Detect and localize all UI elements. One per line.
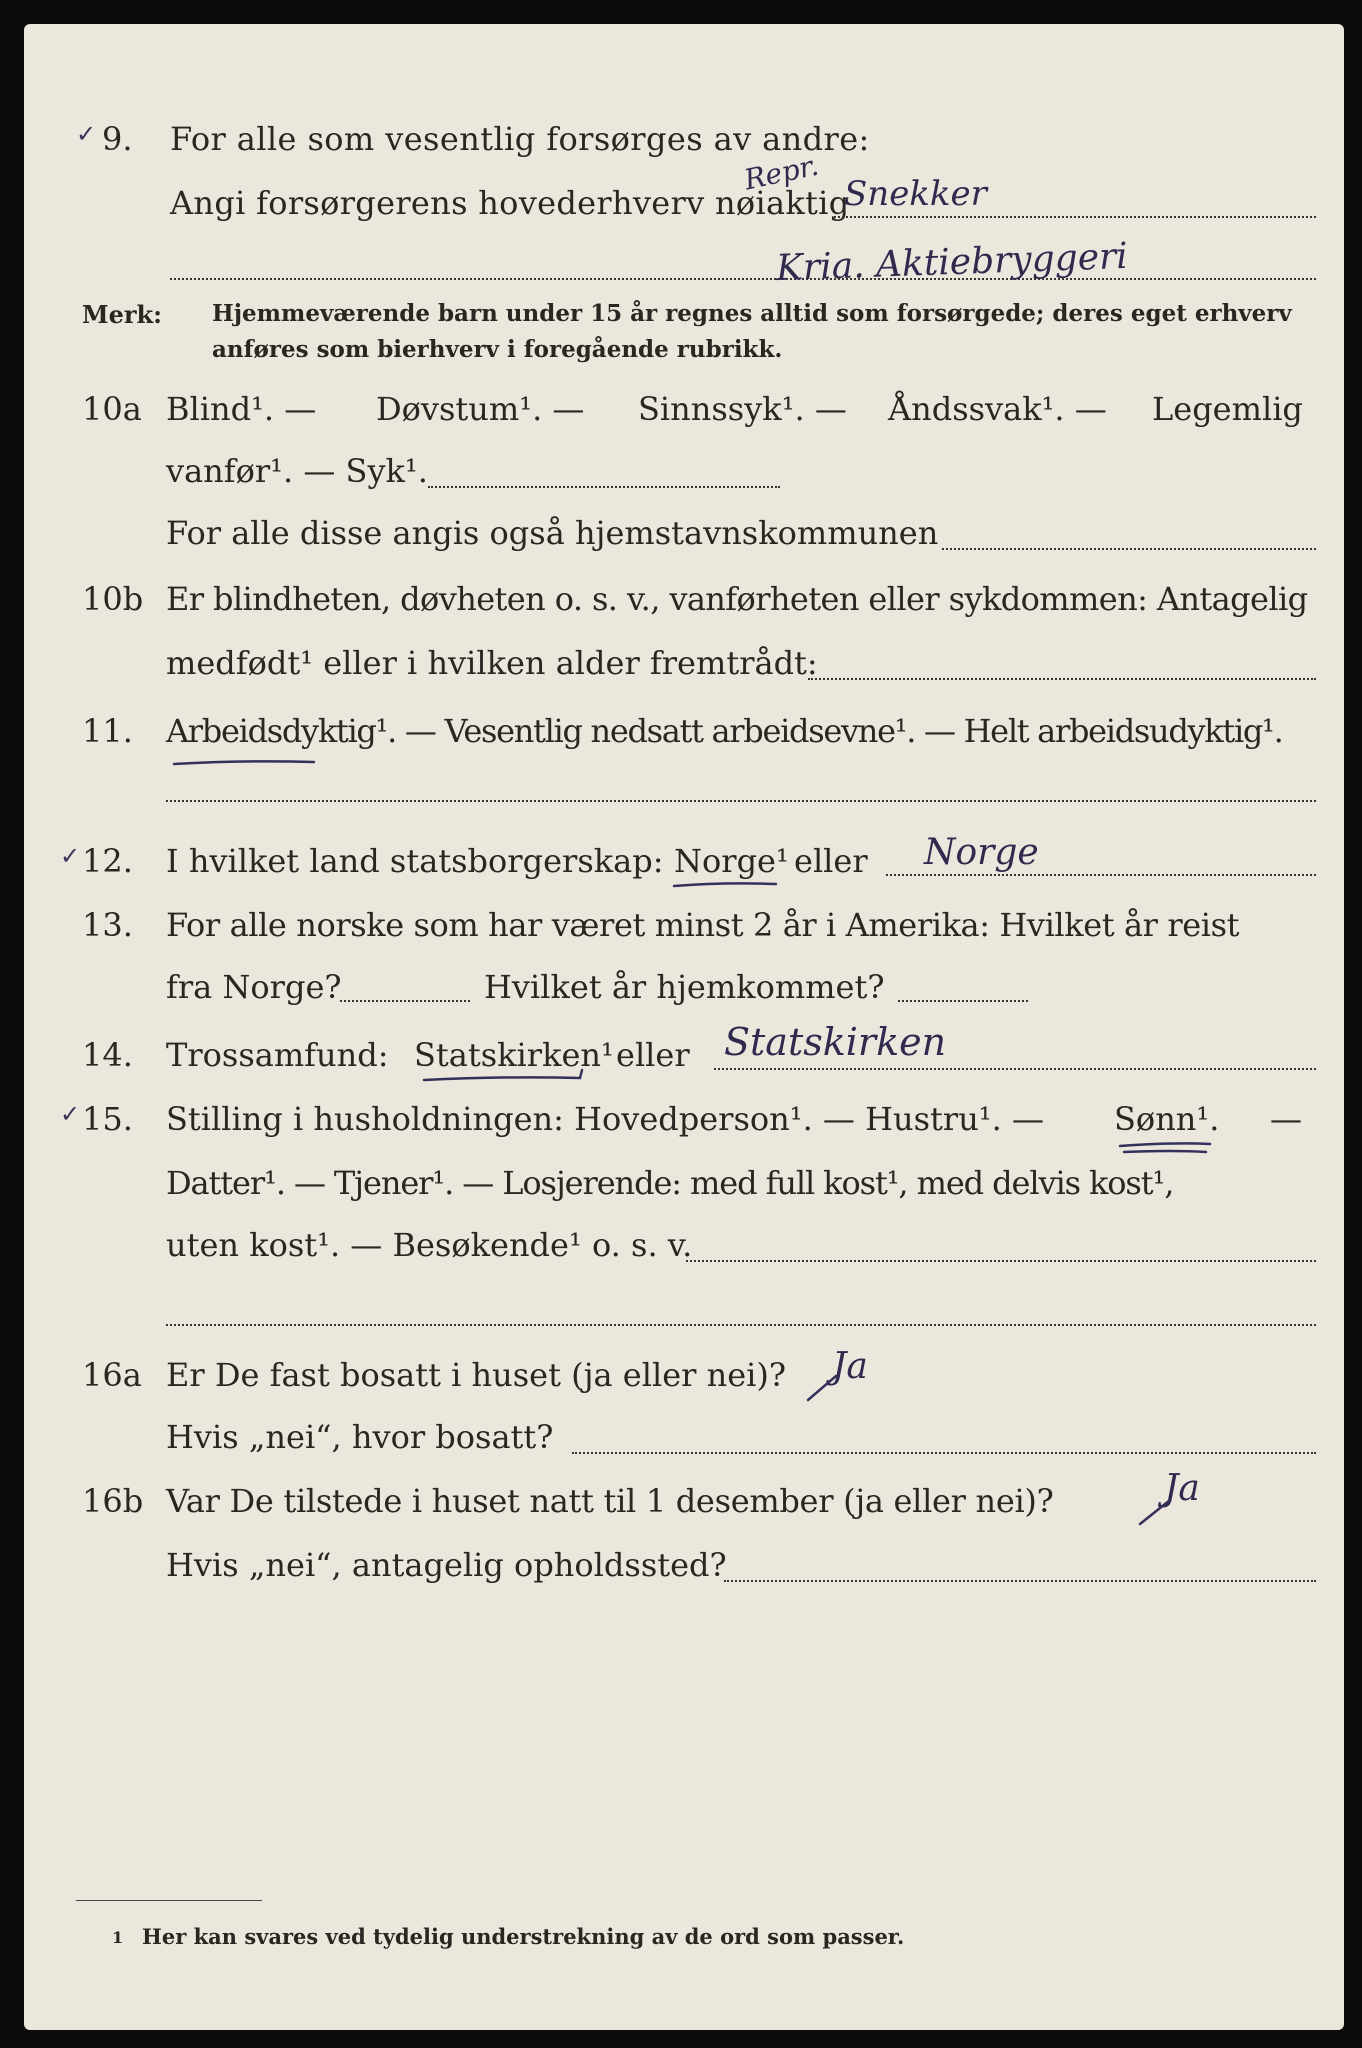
- note-label: Merk:: [82, 300, 162, 329]
- q9-handwritten-answer: Snekker: [844, 174, 987, 214]
- note-line2: anføres som bierhverv i foregående rubrikk.: [212, 336, 783, 363]
- q13-line2a: fra Norge?: [166, 968, 342, 1006]
- item-number-16a: 16a: [82, 1356, 142, 1394]
- q16a-handwritten-answer: Ja: [832, 1346, 868, 1387]
- footnote-mark: 1: [112, 1928, 124, 1947]
- q16a-line1: Er De fast bosatt i huset (ja eller nei)?: [166, 1356, 787, 1394]
- q15-line3: uten kost¹. — Besøkende¹ o. s. v.: [166, 1226, 693, 1264]
- q12-eller: eller: [794, 842, 868, 880]
- q15-line1a: Stilling i husholdningen: Hovedperson¹. — Hustru¹. —: [166, 1100, 1044, 1138]
- item-number-10b: 10b: [82, 580, 144, 618]
- item-number-16b: 16b: [82, 1482, 144, 1520]
- check-mark-q9: ✓: [76, 120, 97, 148]
- stroke-16a: [808, 1376, 836, 1400]
- q9-handwritten-answer-2: Kria. Aktiebryggeri: [775, 235, 1129, 290]
- pen-strokes: [24, 24, 1344, 2030]
- q15-line1b: —: [1270, 1100, 1302, 1138]
- q10a-legemlig: Legemlig: [1152, 390, 1303, 428]
- q14-eller: eller: [616, 1036, 690, 1074]
- q16b-handwritten-answer: Ja: [1164, 1468, 1200, 1509]
- underline-sonn: [1120, 1143, 1210, 1152]
- item-number-15: 15.: [82, 1100, 133, 1138]
- item-number-14: 14.: [82, 1036, 133, 1074]
- q10a-andssvak: Åndssvak¹. —: [888, 390, 1107, 428]
- footnote-rule: [76, 1900, 262, 1901]
- q16a-line2: Hvis „nei“, hvor bosatt?: [166, 1418, 554, 1456]
- q10b-line2: medfødt¹ eller i hvilken alder fremtrådt:: [166, 644, 818, 682]
- q16b-line2: Hvis „nei“, antagelig opholdssted?: [166, 1546, 727, 1584]
- underline-statskirken: [424, 1070, 582, 1080]
- underline-arbeidsdyktig: [174, 761, 314, 764]
- q12-line1: I hvilket land statsborgerskap:: [166, 842, 664, 880]
- q15-sonn: Sønn¹.: [1114, 1100, 1220, 1138]
- underline-norge: [674, 883, 776, 886]
- q12-norge: Norge¹: [674, 842, 789, 880]
- q11-line1: Arbeidsdyktig¹. — Vesentlig nedsatt arbeidsevne¹. — Helt arbeidsudyktig¹.: [166, 712, 1283, 750]
- q9-handwritten-prefix: Repr.: [741, 148, 822, 197]
- q10a-dovstum: Døvstum¹. —: [376, 390, 585, 428]
- q12-handwritten-answer: Norge: [924, 832, 1039, 873]
- item-number-13: 13.: [82, 906, 133, 944]
- footnote-text: Her kan svares ved tydelig understrekning av de ord som passer.: [142, 1924, 905, 1949]
- q16b-line1: Var De tilstede i huset natt til 1 desember (ja eller nei)?: [166, 1482, 1054, 1520]
- q10a-line3: For alle disse angis også hjemstavnskommunen: [166, 514, 939, 552]
- q10a-blind: Blind¹. —: [166, 390, 317, 428]
- item-number-9: 9.: [102, 120, 133, 158]
- q14-label: Trossamfund:: [166, 1036, 389, 1074]
- q14-handwritten-answer: Statskirken: [724, 1020, 947, 1064]
- q14-statskirken: Statskirken¹: [414, 1036, 614, 1074]
- stroke-16b: [1140, 1500, 1170, 1524]
- q10b-line1: Er blindheten, døvheten o. s. v., vanførheten eller sykdommen: Antagelig: [166, 580, 1308, 618]
- check-mark-q15: ✓: [60, 1100, 81, 1128]
- note-line1: Hjemmeværende barn under 15 år regnes alltid som forsørgede; deres eget erhverv: [212, 300, 1292, 327]
- item-number-11: 11.: [82, 712, 133, 750]
- q10a-line2: vanfør¹. — Syk¹.: [166, 452, 428, 490]
- item-number-12: 12.: [82, 842, 133, 880]
- form-sheet: [24, 24, 1344, 2030]
- q9-line2: Angi forsørgerens hovederhverv nøiaktig: [170, 184, 850, 222]
- check-mark-q12: ✓: [60, 842, 81, 870]
- q10a-sinnssyk: Sinnssyk¹. —: [638, 390, 847, 428]
- q9-line1: For alle som vesentlig forsørges av andre:: [170, 120, 870, 158]
- q13-line1: For alle norske som har været minst 2 år i Amerika: Hvilket år reist: [166, 906, 1240, 944]
- q13-line2b: Hvilket år hjemkommet?: [484, 968, 885, 1006]
- item-number-10a: 10a: [82, 390, 142, 428]
- q15-line2: Datter¹. — Tjener¹. — Losjerende: med full kost¹, med delvis kost¹,: [166, 1164, 1174, 1202]
